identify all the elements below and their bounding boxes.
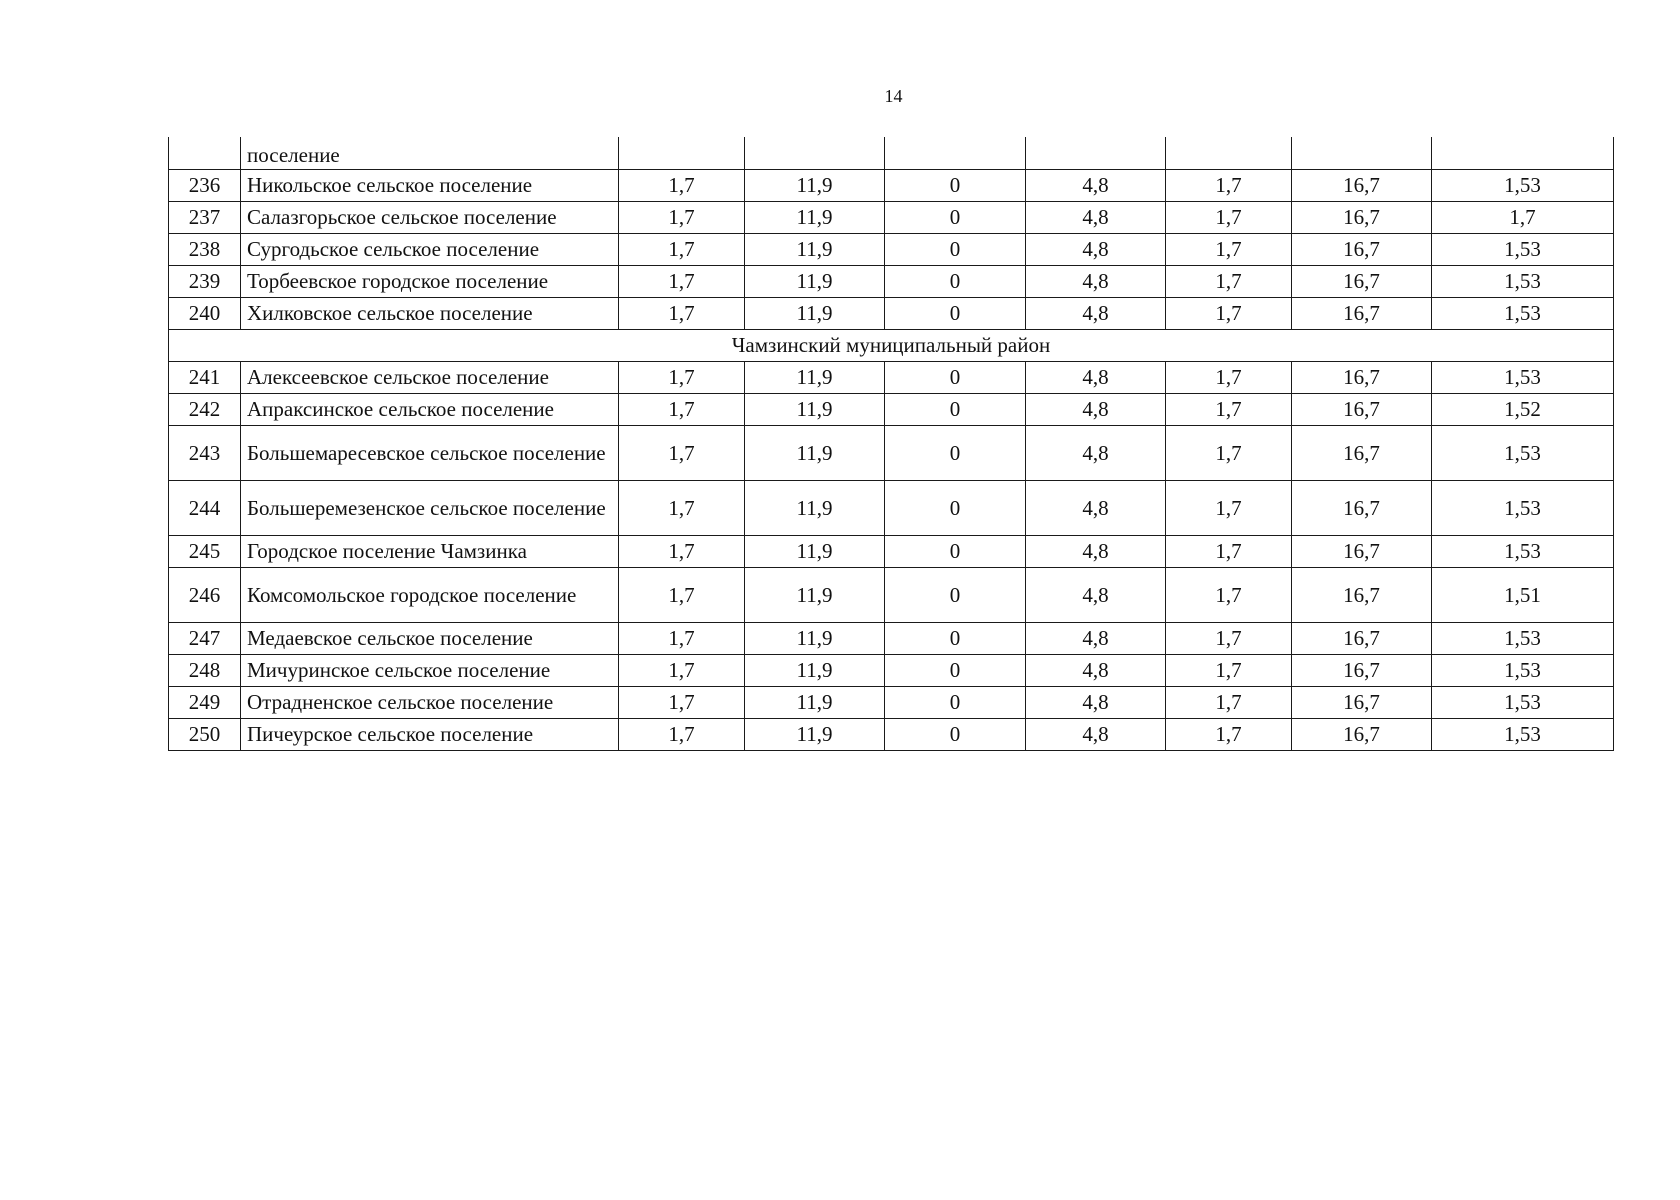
value-cell: 4,8 <box>1026 298 1166 330</box>
row-name-cell: Отрадненское сельское поселение <box>241 687 619 719</box>
row-number-cell: 245 <box>169 536 241 568</box>
value-cell: 1,7 <box>1166 170 1292 202</box>
value-cell: 0 <box>885 394 1026 426</box>
value-cell: 1,7 <box>619 266 745 298</box>
value-cell: 1,53 <box>1432 298 1614 330</box>
value-cell: 0 <box>885 362 1026 394</box>
row-name-cell: Медаевское сельское поселение <box>241 623 619 655</box>
value-cell: 1,7 <box>619 298 745 330</box>
row-name-cell: Алексеевское сельское поселение <box>241 362 619 394</box>
value-cell: 1,7 <box>619 426 745 481</box>
value-cell: 1,7 <box>619 362 745 394</box>
table-row <box>169 234 1614 266</box>
value-cell: 1,53 <box>1432 719 1614 751</box>
value-cell: 0 <box>885 234 1026 266</box>
value-cell: 4,8 <box>1026 426 1166 481</box>
table-row <box>169 266 1614 298</box>
value-cell: 11,9 <box>745 481 885 536</box>
value-cell: 1,7 <box>619 536 745 568</box>
table-row <box>169 623 1614 655</box>
value-cell: 11,9 <box>745 568 885 623</box>
value-cell: 1,7 <box>619 170 745 202</box>
row-name-cell: Торбеевское городское поселение <box>241 266 619 298</box>
value-cell <box>885 137 1026 170</box>
value-cell: 1,7 <box>1166 234 1292 266</box>
value-cell: 11,9 <box>745 623 885 655</box>
value-cell: 0 <box>885 426 1026 481</box>
value-cell: 11,9 <box>745 719 885 751</box>
value-cell: 0 <box>885 202 1026 234</box>
value-cell: 16,7 <box>1292 536 1432 568</box>
value-cell: 4,8 <box>1026 536 1166 568</box>
table-row <box>169 481 1614 536</box>
table-row <box>169 170 1614 202</box>
value-cell <box>1432 137 1614 170</box>
value-cell <box>1166 137 1292 170</box>
value-cell: 4,8 <box>1026 394 1166 426</box>
value-cell: 11,9 <box>745 426 885 481</box>
value-cell: 1,7 <box>619 394 745 426</box>
value-cell: 11,9 <box>745 362 885 394</box>
row-number-cell: 236 <box>169 170 241 202</box>
value-cell: 0 <box>885 719 1026 751</box>
value-cell: 11,9 <box>745 536 885 568</box>
row-number-cell: 240 <box>169 298 241 330</box>
section-header-row <box>169 330 1614 362</box>
value-cell: 4,8 <box>1026 202 1166 234</box>
value-cell: 1,7 <box>1166 298 1292 330</box>
value-cell: 16,7 <box>1292 655 1432 687</box>
value-cell: 1,53 <box>1432 234 1614 266</box>
value-cell: 1,53 <box>1432 536 1614 568</box>
value-cell: 16,7 <box>1292 266 1432 298</box>
value-cell: 0 <box>885 536 1026 568</box>
value-cell: 11,9 <box>745 234 885 266</box>
row-name-cell: Большемаресевское сельское поселение <box>241 426 619 481</box>
value-cell: 16,7 <box>1292 687 1432 719</box>
value-cell: 1,7 <box>1166 623 1292 655</box>
value-cell: 1,7 <box>1166 426 1292 481</box>
value-cell: 1,7 <box>1432 202 1614 234</box>
value-cell: 16,7 <box>1292 426 1432 481</box>
value-cell: 4,8 <box>1026 568 1166 623</box>
value-cell: 1,53 <box>1432 481 1614 536</box>
value-cell: 1,7 <box>1166 266 1292 298</box>
value-cell: 0 <box>885 568 1026 623</box>
value-cell: 16,7 <box>1292 394 1432 426</box>
value-cell: 4,8 <box>1026 362 1166 394</box>
value-cell: 1,53 <box>1432 170 1614 202</box>
value-cell: 16,7 <box>1292 298 1432 330</box>
value-cell: 4,8 <box>1026 623 1166 655</box>
table-row <box>169 719 1614 751</box>
value-cell: 0 <box>885 655 1026 687</box>
table-row <box>169 568 1614 623</box>
value-cell: 1,7 <box>1166 687 1292 719</box>
table-row <box>169 536 1614 568</box>
row-number-cell: 247 <box>169 623 241 655</box>
row-name-cell: Мичуринское сельское поселение <box>241 655 619 687</box>
value-cell: 0 <box>885 623 1026 655</box>
value-cell: 1,53 <box>1432 623 1614 655</box>
row-number-cell: 244 <box>169 481 241 536</box>
value-cell: 1,7 <box>1166 362 1292 394</box>
row-number-cell: 238 <box>169 234 241 266</box>
value-cell: 1,7 <box>619 655 745 687</box>
row-number-cell: 239 <box>169 266 241 298</box>
row-number-cell: 237 <box>169 202 241 234</box>
row-number-cell: 243 <box>169 426 241 481</box>
value-cell: 1,7 <box>619 568 745 623</box>
table-row <box>169 655 1614 687</box>
row-number-cell: 246 <box>169 568 241 623</box>
value-cell: 1,7 <box>1166 202 1292 234</box>
settlements-table <box>168 137 1614 751</box>
value-cell: 16,7 <box>1292 202 1432 234</box>
value-cell: 1,53 <box>1432 426 1614 481</box>
row-number-cell: 250 <box>169 719 241 751</box>
value-cell: 0 <box>885 266 1026 298</box>
value-cell: 1,7 <box>619 202 745 234</box>
row-name-cell: Хилковское сельское поселение <box>241 298 619 330</box>
row-number-cell: 241 <box>169 362 241 394</box>
value-cell: 4,8 <box>1026 234 1166 266</box>
value-cell: 1,7 <box>619 481 745 536</box>
value-cell: 11,9 <box>745 266 885 298</box>
row-name-cell: Сургодьское сельское поселение <box>241 234 619 266</box>
table-row <box>169 426 1614 481</box>
value-cell: 1,7 <box>1166 655 1292 687</box>
value-cell: 16,7 <box>1292 170 1432 202</box>
value-cell: 16,7 <box>1292 568 1432 623</box>
value-cell: 0 <box>885 298 1026 330</box>
value-cell: 1,7 <box>1166 568 1292 623</box>
value-cell: 4,8 <box>1026 481 1166 536</box>
value-cell: 11,9 <box>745 655 885 687</box>
value-cell <box>619 137 745 170</box>
row-name-cell: Большеремезенское сельское поселение <box>241 481 619 536</box>
value-cell <box>745 137 885 170</box>
value-cell: 11,9 <box>745 170 885 202</box>
value-cell: 1,51 <box>1432 568 1614 623</box>
value-cell: 4,8 <box>1026 266 1166 298</box>
value-cell: 1,7 <box>1166 394 1292 426</box>
table-row <box>169 137 1614 170</box>
value-cell: 16,7 <box>1292 481 1432 536</box>
table-row <box>169 362 1614 394</box>
value-cell <box>1292 137 1432 170</box>
value-cell: 1,53 <box>1432 266 1614 298</box>
value-cell: 1,53 <box>1432 687 1614 719</box>
row-number-cell: 242 <box>169 394 241 426</box>
value-cell: 11,9 <box>745 394 885 426</box>
value-cell: 1,7 <box>619 234 745 266</box>
table-row <box>169 202 1614 234</box>
value-cell: 0 <box>885 687 1026 719</box>
row-name-cell: Салазгорьское сельское поселение <box>241 202 619 234</box>
value-cell: 4,8 <box>1026 170 1166 202</box>
value-cell: 4,8 <box>1026 719 1166 751</box>
value-cell: 1,53 <box>1432 362 1614 394</box>
row-name-cell: Городское поселение Чамзинка <box>241 536 619 568</box>
value-cell: 1,7 <box>1166 719 1292 751</box>
value-cell: 1,7 <box>1166 481 1292 536</box>
value-cell: 11,9 <box>745 298 885 330</box>
value-cell: 11,9 <box>745 202 885 234</box>
value-cell: 1,52 <box>1432 394 1614 426</box>
value-cell: 1,7 <box>619 687 745 719</box>
value-cell: 1,7 <box>619 623 745 655</box>
value-cell: 4,8 <box>1026 687 1166 719</box>
value-cell: 16,7 <box>1292 362 1432 394</box>
value-cell: 1,7 <box>619 719 745 751</box>
value-cell: 11,9 <box>745 687 885 719</box>
row-number-cell <box>169 137 241 170</box>
row-name-cell: Никольское сельское поселение <box>241 170 619 202</box>
table-row <box>169 394 1614 426</box>
value-cell: 16,7 <box>1292 623 1432 655</box>
value-cell: 16,7 <box>1292 719 1432 751</box>
table-row <box>169 687 1614 719</box>
table-row <box>169 298 1614 330</box>
value-cell: 4,8 <box>1026 655 1166 687</box>
value-cell: 16,7 <box>1292 234 1432 266</box>
row-name-cell: Пичеурское сельское поселение <box>241 719 619 751</box>
value-cell: 1,7 <box>1166 536 1292 568</box>
row-name-cell: поселение <box>241 137 619 170</box>
row-number-cell: 249 <box>169 687 241 719</box>
section-header: Чамзинский муниципальный район <box>169 330 1614 362</box>
value-cell: 0 <box>885 170 1026 202</box>
row-name-cell: Комсомольское городское поселение <box>241 568 619 623</box>
row-name-cell: Апраксинское сельское поселение <box>241 394 619 426</box>
table-body <box>169 137 1614 751</box>
value-cell <box>1026 137 1166 170</box>
row-number-cell: 248 <box>169 655 241 687</box>
page-number: 14 <box>884 86 903 106</box>
value-cell: 0 <box>885 481 1026 536</box>
value-cell: 1,53 <box>1432 655 1614 687</box>
